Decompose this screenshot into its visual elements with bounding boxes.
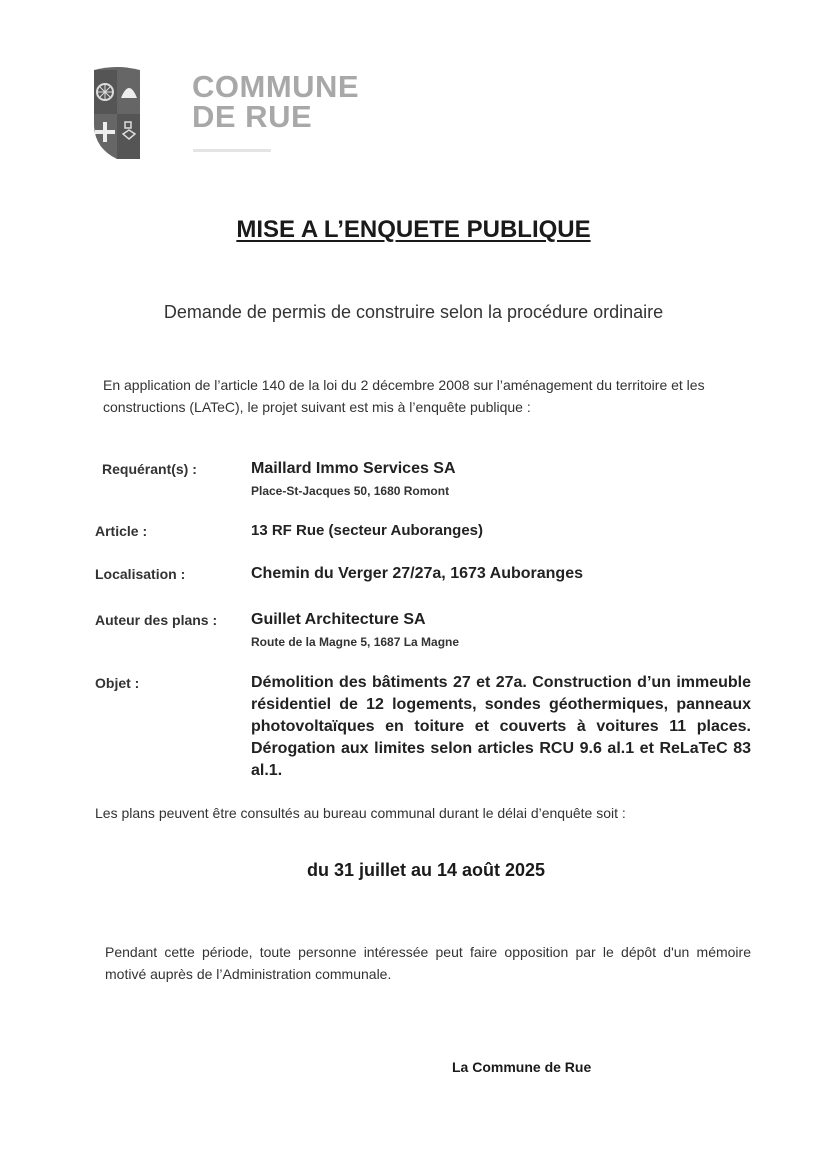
- logo-text-de-rue: DE RUE: [192, 99, 313, 134]
- logo-tagline: [193, 149, 271, 152]
- localisation-value: Chemin du Verger 27/27a, 1673 Auboranges: [251, 565, 583, 582]
- page-title: MISE A L’ENQUETE PUBLIQUE: [236, 216, 591, 243]
- article-label: Article :: [95, 523, 148, 539]
- objet-value: Démolition des bâtiments 27 et 27a. Construction d’un immeuble résidentiel de 12 logements, sondes géothermiques, panneaux photovoltaïques en toiture et couverts à voitures 11 places. Dérogation aux limites selon articles RCU 9.6 al.1 et ReLaTeC 83 al.1.: [251, 674, 751, 779]
- logo-text-commune: COMMUNE: [192, 69, 360, 104]
- commune-coat-of-arms-logo: [93, 64, 141, 160]
- opposition-paragraph: Pendant cette période, toute personne intéressée peut faire opposition par le dépôt d'un mémoire motivé auprès de l’Administration communale.: [105, 944, 751, 982]
- auteur-value: Guillet Architecture SA: [251, 611, 426, 628]
- article-value: 13 RF Rue (secteur Auboranges): [251, 522, 483, 539]
- objet-label: Objet :: [95, 675, 140, 691]
- enquiry-dates: du 31 juillet au 14 août 2025: [306, 860, 546, 880]
- requerant-label: Requérant(s) :: [102, 461, 197, 477]
- requerant-address: Place-St-Jacques 50, 1680 Romont: [251, 484, 450, 498]
- requerant-value: Maillard Immo Services SA: [251, 460, 456, 477]
- localisation-label: Localisation :: [95, 566, 186, 582]
- signature: La Commune de Rue: [452, 1059, 592, 1075]
- page-subtitle: Demande de permis de construire selon la procédure ordinaire: [163, 302, 664, 322]
- plans-consultation-text: Les plans peuvent être consultés au bureau communal durant le délai d’enquête soit :: [95, 805, 626, 821]
- intro-paragraph: En application de l’article 140 de la loi du 2 décembre 2008 sur l’aménagement du territoire et les constructions (LATeC), le projet suivant est mis à l’enquête publique :: [103, 377, 705, 415]
- auteur-address: Route de la Magne 5, 1687 La Magne: [251, 635, 460, 649]
- auteur-label: Auteur des plans :: [95, 612, 218, 628]
